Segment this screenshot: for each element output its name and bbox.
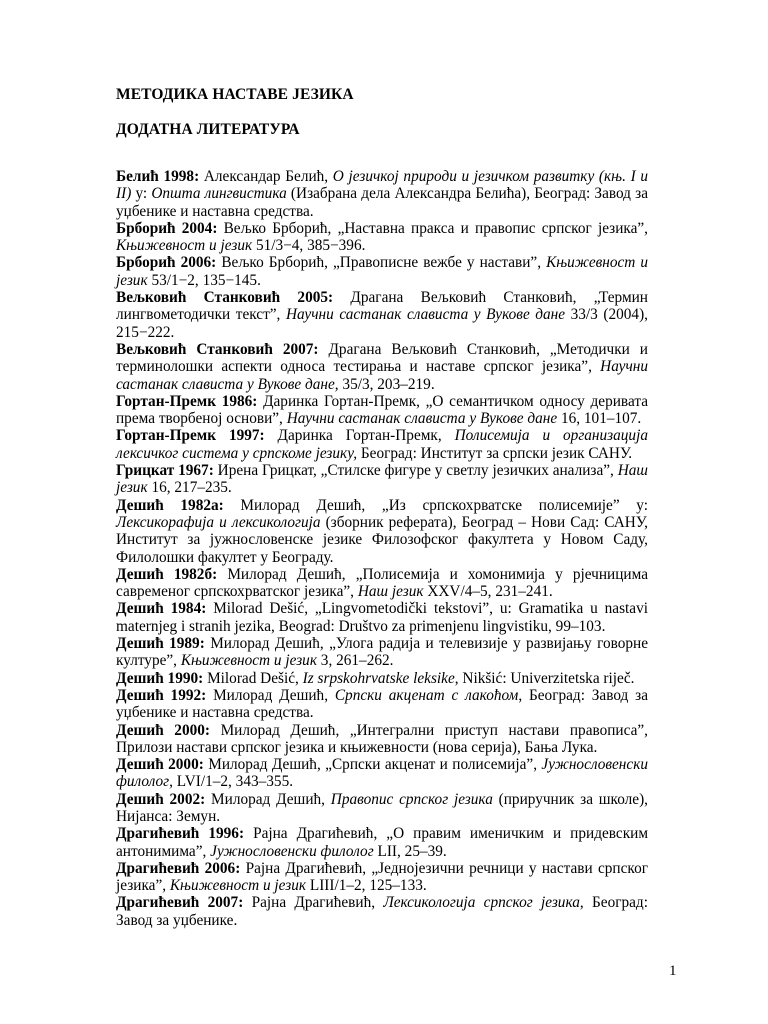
entry-text: 3, 261–262. [316,652,394,670]
entry-text: Александар Белић, [199,168,333,185]
entry-text: Драгана Вељковић Станковић, „Методички и терминолошки аспекти односа тестирања и наставе српског језика”, [116,340,648,376]
entry-citation-key: Дешић 1984: [116,600,207,618]
entry-title-italic: Јужнословенски филолог [210,842,374,860]
entry-text: LII, 25–39. [373,842,447,860]
entry-citation-key: Брборић 2006: [116,254,217,272]
entry-text: 51/3−4, 385−396. [252,237,366,255]
entry-citation-key: Драгићевић 1996: [116,825,245,843]
entry-title-italic: Наш језик [357,583,424,601]
entry-text: Ирена Грицкат, „Стилске фигуре у светлу језичких анализа”, [213,462,618,480]
entry-title-italic: Наш језик [116,462,648,497]
entry-title-italic: Књижевност и језик [169,877,307,895]
bibliography-entry [116,670,648,687]
bibliography-entry [116,341,648,393]
entry-text: , Београд: Завод за уџбенике. [116,894,648,929]
entry-text: Милорад Дешић, „Улога радија и телевизије у развијању говорне културе”, [116,635,649,670]
entry-text: Драгана Вељковић Станковић, „Термин лингвометодички текст”, [116,289,648,324]
entry-title-italic: Правопис српског језика [330,790,493,808]
entry-title-italic: О језичкој природи и језичком развитку (књ. I и II) [116,168,648,203]
entry-text: Рајна Драгићевић, „О правим именичким и придевским антонимима”, [116,825,648,860]
entry-text: Милорад Дешић, „Полисемија и хомонимија у рјечницима савременог српскохрватског језика”, [116,565,648,601]
entry-text: (приручник за школе), Нијанса: Земун. [116,790,649,825]
entry-title-italic: Iz srpskohrvatske leksike [302,669,455,687]
entry-citation-key: Драгићевић 2006: [116,859,241,877]
bibliography-entry [116,254,648,289]
bibliography-entry [116,497,648,566]
entry-citation-key: Дешић 2000: [116,721,210,739]
bibliography-entry [116,393,648,428]
entry-text: 35/3, 203–219. [338,375,435,393]
entry-citation-key: Гортан-Премк 1986: [116,392,258,410]
bibliography-entry [116,427,648,462]
document-subtitle: ДОДАТНА ЛИТЕРАТУРА [116,121,300,138]
entry-title-italic: Научни састанак слависта у Вукове дане [285,306,566,324]
entry-text: Milorad Dešić, [203,669,303,687]
entry-citation-key: Дешић 2002: [116,790,206,808]
entry-title-italic: Научни састанак слависта у Вукове дане [286,410,558,428]
entry-citation-key: Грицкат 1967: [116,462,214,480]
entry-text: Милорад Дешић, „Српски акценат и полисемија”, [203,756,542,774]
bibliography-entry [116,289,648,341]
entry-citation-key: Дешић 1992: [116,686,207,704]
bibliography-list [116,168,648,929]
entry-text: у: [131,185,152,203]
entry-citation-key: Дешић 1989: [116,635,205,653]
entry-citation-key: Гортан-Премк 1997: [116,427,265,445]
entry-text: XXV/4–5, 231–241. [423,583,553,601]
entry-text: Милорад Дешић, „Интегрални приступ настави правописа”, Прилози настави српског језика и књижевности (нова серија), Бања Лука. [116,721,648,756]
entry-title-italic: Научни састанак слависта у Вукове дане, [116,358,648,393]
entry-title-italic: Лексикорафија и лексикологија [116,513,321,531]
entry-text: Вељко Брборић, „Наставна пракса и правопис српског језика”, [217,219,648,237]
entry-title-italic: Јужнословенски филолог [116,756,648,791]
entry-citation-key: Драгићевић 2007: [116,894,244,912]
entry-title-italic: Књижевност и језик [180,652,317,670]
entry-text: Рајна Драгићевић, „Једнојезични речници у настави српског језика”, [116,859,648,895]
entry-text: 16, 101–107. [557,410,642,428]
entry-text: Даринка Гортан-Премк, „О семантичком односу деривата према творбеној основи”, [116,392,648,428]
bibliography-entry [116,722,648,757]
entry-text: (зборник реферата), Београд – Нови Сад: САНУ, Институт за јужнословенске језике Филозофског факултета у Новом Саду, Филолошки факултет у Београду. [116,513,648,566]
entry-title-italic: Књижевност и језик [116,254,649,289]
entry-text: , Nikšić: Univerzitetska riječ. [454,669,635,687]
entry-text: 16, 217–235. [147,479,232,497]
entry-text: Милорад Дешић, [206,686,335,704]
entry-citation-key: Дешић 2000: [116,756,204,774]
document-title: МЕТОДИКА НАСТАВЕ ЈЕЗИКА [116,86,354,103]
bibliography-entry [116,860,648,895]
entry-title-italic: Полисемија и организација лексичког система у српскоме језику, [116,427,648,462]
entry-citation-key: Вељковић Станковић 2007: [116,340,319,358]
bibliography-entry [116,791,648,826]
entry-title-italic: Књижевност и језик [116,237,253,255]
entry-text: 33/3 (2004), 215−222. [116,306,648,341]
entry-text: Вељко Брборић, „Правописне вежбе у настави”, [216,254,547,272]
entry-text: , LVI/1–2, 343–355. [169,773,294,791]
bibliography-entry [116,566,648,601]
entry-text: Милорад Дешић, [205,790,331,808]
entry-text: Даринка Гортан-Премк, [264,427,455,445]
entry-citation-key: Дешић 1982а: [116,496,224,514]
bibliography-entry [116,600,648,635]
entry-text: Milorad Dešić, „Lingvometodički tekstovi”, u: Gramatika u nastavi maternjeg i stranih jezika, Beograd: Društvo za primenjenu lingvistiku, 99–103. [116,600,648,635]
entry-citation-key: Дешић 1982б: [116,565,218,583]
entry-title-italic: Општа лингвистика [151,185,287,203]
entry-text: (Изабрана дела Александра Белића), Београд: Завод за уџбенике и наставна средства. [116,185,648,220]
entry-text: 53/1−2, 135−145. [147,271,261,289]
bibliography-entry [116,462,648,497]
entry-text: , Београд: Завод за уџбенике и наставна средства. [116,686,648,722]
entry-citation-key: Дешић 1990: [116,669,204,687]
entry-text: Рајна Драгићевић, [243,894,384,912]
bibliography-entry [116,687,648,722]
entry-text: Милорад Дешић, „Из српскохрватске полисемије” у: [223,496,648,514]
entry-citation-key: Белић 1998: [116,168,200,185]
bibliography-entry [116,825,648,860]
entry-title-italic: Српски акценат с лакоћом [334,686,519,704]
entry-title-italic: Лексикологија српског језика [383,894,580,912]
bibliography-entry [116,220,648,255]
bibliography-entry [116,635,648,670]
entry-citation-key: Вељковић Станковић 2005: [116,289,334,307]
bibliography-entry [116,894,648,929]
page-number: 1 [669,963,677,979]
bibliography-entry [116,168,648,220]
entry-text: Београд: Институт за српски језик САНУ. [357,444,633,462]
entry-text: LIII/1–2, 125–133. [306,877,427,895]
entry-citation-key: Брборић 2004: [116,219,218,237]
bibliography-entry [116,756,648,791]
